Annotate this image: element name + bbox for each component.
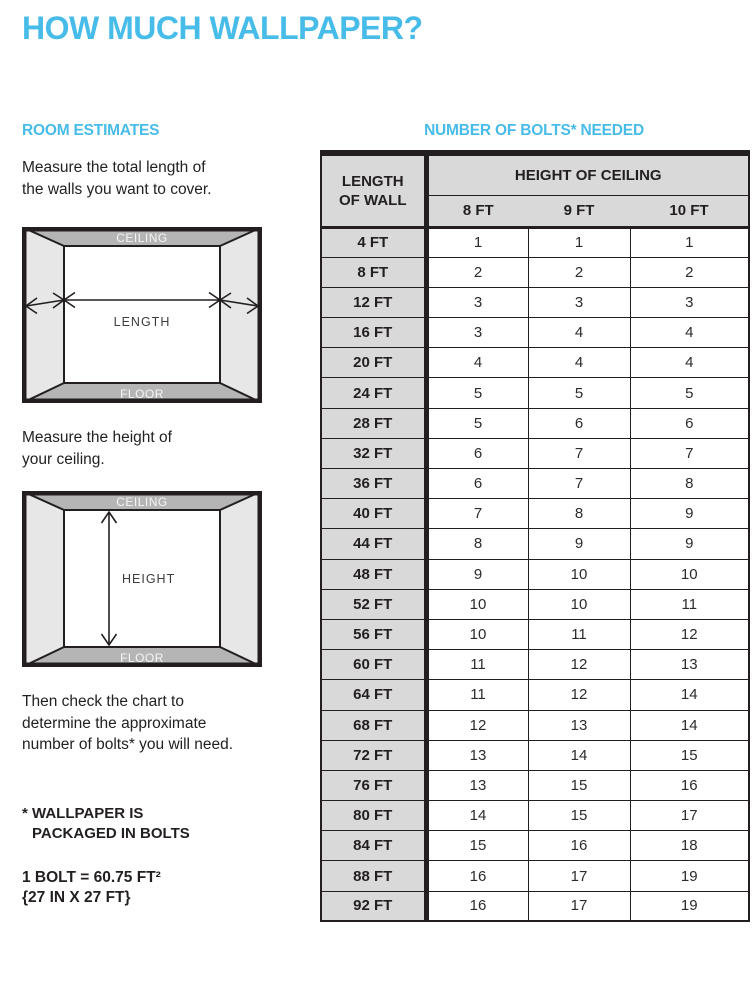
bolt-count-cell: 11 xyxy=(426,650,528,680)
bolt-count-cell: 9 xyxy=(630,529,749,559)
table-row xyxy=(321,378,749,408)
height-instruction xyxy=(22,427,302,470)
bolt-count-cell: 6 xyxy=(630,408,749,438)
bolt-count-cell: 16 xyxy=(630,770,749,800)
bolt-count-cell: 11 xyxy=(528,619,630,649)
table-row xyxy=(321,831,749,861)
wall-length-cell: 8 FT xyxy=(321,257,426,287)
bolt-count-cell: 2 xyxy=(426,257,528,287)
wall-length-cell: 16 FT xyxy=(321,318,426,348)
room-estimates-section xyxy=(22,122,302,908)
bolt-count-cell: 12 xyxy=(528,680,630,710)
table-row xyxy=(321,619,749,649)
ceiling-8ft-header: 8 FT xyxy=(426,195,528,227)
table-row xyxy=(321,680,749,710)
bolt-count-cell: 10 xyxy=(426,589,528,619)
table-row xyxy=(321,499,749,529)
bolt-count-cell: 1 xyxy=(426,227,528,257)
bolt-count-cell: 5 xyxy=(426,378,528,408)
wall-length-cell: 68 FT xyxy=(321,710,426,740)
bolts-footnote xyxy=(22,804,302,844)
wall-length-cell: 88 FT xyxy=(321,861,426,891)
bolt-count-cell: 13 xyxy=(528,710,630,740)
page-title: HOW MUCH WALLPAPER? xyxy=(22,10,423,46)
bolt-count-cell: 10 xyxy=(528,559,630,589)
bolt-count-cell: 7 xyxy=(426,499,528,529)
room-estimates-heading: ROOM ESTIMATES xyxy=(22,122,160,139)
wall-length-cell: 52 FT xyxy=(321,589,426,619)
bolt-count-cell: 6 xyxy=(528,408,630,438)
bolt-count-cell: 13 xyxy=(426,740,528,770)
table-row xyxy=(321,861,749,891)
wall-length-cell: 76 FT xyxy=(321,770,426,800)
bolt-count-cell: 5 xyxy=(426,408,528,438)
bolts-needed-heading: NUMBER OF BOLTS* NEEDED xyxy=(424,122,644,139)
height-diagram xyxy=(22,491,262,667)
bolt-count-cell: 4 xyxy=(630,318,749,348)
table-row xyxy=(321,710,749,740)
wall-length-cell: 72 FT xyxy=(321,740,426,770)
table-row xyxy=(321,469,749,499)
length-diagram xyxy=(22,227,262,403)
ceiling-10ft-header: 10 FT xyxy=(630,195,749,227)
bolt-count-cell: 11 xyxy=(426,680,528,710)
wall-length-cell: 56 FT xyxy=(321,619,426,649)
table-row xyxy=(321,559,749,589)
bolt-count-cell: 18 xyxy=(630,831,749,861)
wall-length-header-line2: OF WALL xyxy=(339,191,407,209)
bolt-count-cell: 13 xyxy=(426,770,528,800)
bolt-count-cell: 10 xyxy=(630,559,749,589)
bolt-count-cell: 4 xyxy=(528,318,630,348)
bolt-count-cell: 3 xyxy=(426,318,528,348)
wall-length-cell: 60 FT xyxy=(321,650,426,680)
floor-label: FLOOR xyxy=(120,651,164,665)
bolt-count-cell: 9 xyxy=(528,529,630,559)
wall-length-cell: 28 FT xyxy=(321,408,426,438)
wall-length-header xyxy=(321,153,426,227)
bolt-count-cell: 4 xyxy=(630,348,749,378)
bolt-count-cell: 19 xyxy=(630,861,749,891)
bolt-count-cell: 15 xyxy=(528,801,630,831)
height-measure-label: HEIGHT xyxy=(122,572,176,586)
table-row xyxy=(321,740,749,770)
bolt-count-cell: 14 xyxy=(630,710,749,740)
wall-length-cell: 80 FT xyxy=(321,801,426,831)
bolt-count-cell: 1 xyxy=(630,227,749,257)
bolt-count-cell: 8 xyxy=(528,499,630,529)
table-row xyxy=(321,529,749,559)
bolt-count-cell: 10 xyxy=(528,589,630,619)
wall-length-cell: 84 FT xyxy=(321,831,426,861)
ceiling-9ft-header: 9 FT xyxy=(528,195,630,227)
length-instruction-line2: the walls you want to cover. xyxy=(22,180,212,198)
bolt-count-cell: 8 xyxy=(426,529,528,559)
bolt-count-cell: 14 xyxy=(528,740,630,770)
bolt-count-cell: 17 xyxy=(528,861,630,891)
table-row xyxy=(321,891,749,921)
bolt-count-cell: 11 xyxy=(630,589,749,619)
bolt-count-cell: 15 xyxy=(426,831,528,861)
height-instruction-line2: your ceiling. xyxy=(22,450,105,468)
table-row xyxy=(321,589,749,619)
bolt-count-cell: 7 xyxy=(528,438,630,468)
bolt-count-cell: 3 xyxy=(528,287,630,317)
ceiling-label: CEILING xyxy=(116,495,168,509)
bolt-count-cell: 13 xyxy=(630,650,749,680)
length-instruction-line1: Measure the total length of xyxy=(22,159,206,176)
bolts-footnote-line1: * WALLPAPER IS xyxy=(22,804,144,822)
bolt-count-cell: 1 xyxy=(528,227,630,257)
chart-instruction-line1: Then check the chart to xyxy=(22,693,184,710)
bolt-count-cell: 2 xyxy=(630,257,749,287)
bolt-count-cell: 9 xyxy=(426,559,528,589)
bolt-count-cell: 7 xyxy=(630,438,749,468)
bolt-count-cell: 17 xyxy=(528,891,630,921)
bolt-count-cell: 9 xyxy=(630,499,749,529)
table-row xyxy=(321,650,749,680)
bolt-count-cell: 12 xyxy=(528,650,630,680)
bolt-count-cell: 16 xyxy=(528,831,630,861)
bolt-count-cell: 4 xyxy=(528,348,630,378)
wall-length-cell: 36 FT xyxy=(321,469,426,499)
left-wall-face xyxy=(22,491,64,667)
table-row xyxy=(321,770,749,800)
bolt-size-line1: 1 BOLT = 60.75 FT² xyxy=(22,868,161,886)
right-wall-face xyxy=(220,491,262,667)
wall-length-cell: 64 FT xyxy=(321,680,426,710)
chart-instruction xyxy=(22,691,302,756)
height-instruction-line1: Measure the height of xyxy=(22,429,172,446)
floor-label: FLOOR xyxy=(120,387,164,401)
length-measure-label: LENGTH xyxy=(113,315,171,329)
bolt-count-cell: 14 xyxy=(426,801,528,831)
bolt-count-cell: 3 xyxy=(426,287,528,317)
bolt-count-cell: 16 xyxy=(426,861,528,891)
bolt-size-info xyxy=(22,868,302,908)
bolts-footnote-line2: PACKAGED IN BOLTS xyxy=(32,824,190,842)
bolt-count-cell: 6 xyxy=(426,469,528,499)
ceiling-height-header: HEIGHT OF CEILING xyxy=(426,153,749,195)
table-row xyxy=(321,227,749,257)
chart-instruction-line3: number of bolts* you will need. xyxy=(22,736,234,753)
wall-length-cell: 44 FT xyxy=(321,529,426,559)
bolts-table xyxy=(320,150,750,922)
table-row xyxy=(321,801,749,831)
table-row xyxy=(321,287,749,317)
wall-length-cell: 48 FT xyxy=(321,559,426,589)
wall-length-header-line1: LENGTH xyxy=(341,172,404,190)
wall-length-cell: 20 FT xyxy=(321,348,426,378)
bolts-table-body xyxy=(321,227,749,921)
bolt-count-cell: 14 xyxy=(630,680,749,710)
chart-instruction-line2: determine the approximate xyxy=(22,714,207,732)
wall-length-cell: 32 FT xyxy=(321,438,426,468)
wall-length-cell: 12 FT xyxy=(321,287,426,317)
table-row xyxy=(321,257,749,287)
left-wall-face xyxy=(22,227,64,403)
table-row xyxy=(321,318,749,348)
wall-length-cell: 4 FT xyxy=(321,227,426,257)
ceiling-label: CEILING xyxy=(116,231,168,245)
bolt-count-cell: 5 xyxy=(528,378,630,408)
bolt-count-cell: 7 xyxy=(528,469,630,499)
table-row xyxy=(321,438,749,468)
bolt-count-cell: 15 xyxy=(630,740,749,770)
bolt-count-cell: 16 xyxy=(426,891,528,921)
bolt-count-cell: 19 xyxy=(630,891,749,921)
bolt-size-line2: {27 IN X 27 FT} xyxy=(22,888,131,906)
bolt-count-cell: 17 xyxy=(630,801,749,831)
bolt-count-cell: 3 xyxy=(630,287,749,317)
bolt-count-cell: 15 xyxy=(528,770,630,800)
length-instruction xyxy=(22,157,302,200)
bolt-count-cell: 4 xyxy=(426,348,528,378)
table-row xyxy=(321,408,749,438)
wall-length-cell: 40 FT xyxy=(321,499,426,529)
right-wall-face xyxy=(220,227,262,403)
bolt-count-cell: 12 xyxy=(630,619,749,649)
bolt-count-cell: 10 xyxy=(426,619,528,649)
bolt-count-cell: 8 xyxy=(630,469,749,499)
bolts-table-section xyxy=(320,122,748,922)
wall-length-cell: 24 FT xyxy=(321,378,426,408)
table-row xyxy=(321,348,749,378)
wall-length-cell: 92 FT xyxy=(321,891,426,921)
bolt-count-cell: 2 xyxy=(528,257,630,287)
bolt-count-cell: 12 xyxy=(426,710,528,740)
bolt-count-cell: 6 xyxy=(426,438,528,468)
bolt-count-cell: 5 xyxy=(630,378,749,408)
